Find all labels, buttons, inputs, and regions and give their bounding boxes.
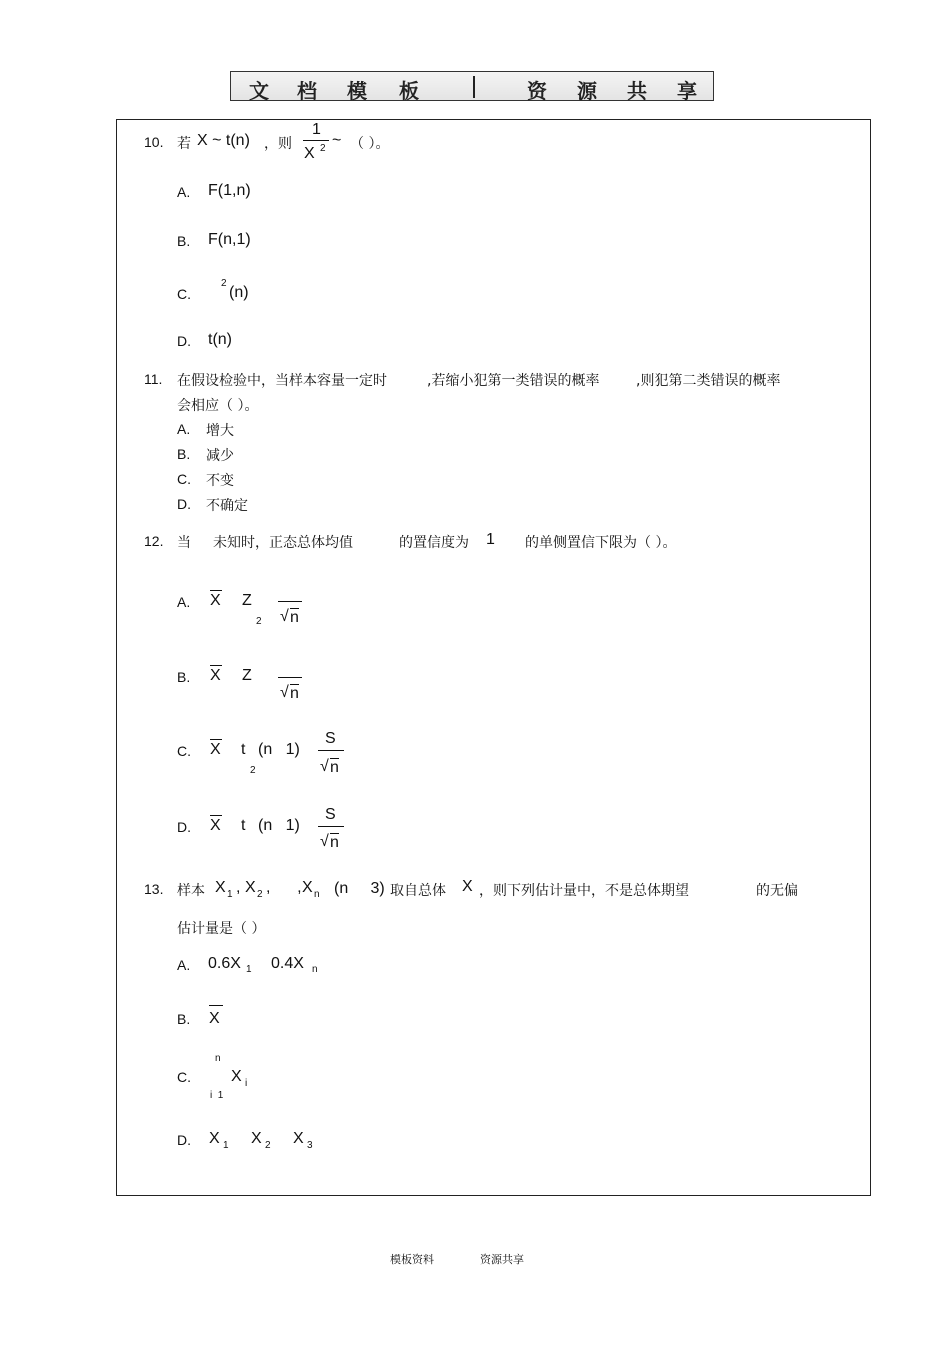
option-label: C.	[177, 743, 191, 759]
subscript: 2	[265, 1140, 271, 1151]
option-label: C.	[177, 471, 191, 487]
question-text: （ ）。	[350, 136, 390, 152]
content-frame	[116, 119, 871, 1196]
question-number: 11.	[144, 371, 163, 387]
header-banner	[230, 71, 714, 101]
subscript: 1	[246, 964, 252, 975]
math-symbol: X	[251, 1130, 262, 1147]
option-text: 减少	[206, 448, 234, 464]
x-bar: X	[210, 667, 221, 684]
option-label: D.	[177, 1132, 191, 1148]
subscript: 2	[250, 765, 256, 776]
subscript: 2	[257, 889, 263, 900]
question-text: ，则下列估计量中，不是总体期望	[479, 883, 689, 899]
option-label: A.	[177, 594, 191, 610]
fraction-bar	[278, 601, 302, 602]
math-expression: 0.6X	[208, 955, 241, 972]
option-label: B.	[177, 446, 191, 462]
sqrt-symbol: √	[320, 833, 329, 850]
fraction-numerator: S	[325, 730, 336, 747]
sqrt-symbol: √	[320, 758, 329, 775]
fraction-numerator: 1	[312, 121, 321, 138]
math-symbol: X	[231, 1068, 242, 1085]
subscript: n	[312, 964, 318, 975]
banner-char: 模	[347, 79, 367, 103]
math-symbol: , ,	[266, 879, 302, 896]
math-symbol: X	[245, 879, 256, 896]
question-number: 10.	[144, 134, 164, 150]
math-expression: (n 1)	[258, 817, 300, 834]
option-label: C.	[177, 1069, 191, 1085]
x-bar: X	[210, 817, 221, 834]
question-text: 会相应（ ）。	[177, 398, 259, 414]
question-text: ，则	[264, 136, 292, 152]
fraction-bar	[318, 826, 344, 827]
z-symbol: Z	[242, 667, 252, 684]
math-expression: 0.4X	[271, 955, 304, 972]
fraction-bar	[318, 750, 344, 751]
option-label: C.	[177, 286, 191, 302]
option-text: F(n,1)	[208, 231, 251, 248]
banner-char: 共	[627, 79, 647, 103]
math-expression: X ~ t(n)	[197, 132, 250, 149]
question-text: ,则犯第二类错误的概率	[636, 373, 781, 389]
fraction-denominator: X	[304, 145, 315, 162]
question-text: ,若缩小犯第一类错误的概率	[427, 373, 600, 389]
question-text: 样本	[177, 883, 205, 899]
x-bar: X	[210, 741, 221, 758]
option-label: D.	[177, 496, 191, 512]
math-expression: ~	[332, 132, 342, 149]
subscript: i	[245, 1078, 248, 1089]
sum-upper-limit: n	[215, 1053, 221, 1064]
subscript: 2	[256, 616, 262, 627]
footer-right-text: 资源共享	[480, 1253, 524, 1266]
question-number: 13.	[144, 881, 164, 897]
question-text: 估计量是（ ）	[177, 921, 266, 937]
fraction-numerator: S	[325, 806, 336, 823]
question-number: 12.	[144, 533, 164, 549]
math-symbol: X	[215, 879, 226, 896]
overline	[210, 590, 222, 591]
overline	[209, 1005, 223, 1006]
fraction-bar	[278, 677, 302, 678]
sqrt-symbol: √	[280, 608, 289, 625]
t-symbol: t	[241, 741, 246, 758]
banner-char: 文	[249, 79, 269, 103]
math-symbol: X	[293, 1130, 304, 1147]
t-symbol: t	[241, 817, 246, 834]
option-label: B.	[177, 233, 191, 249]
subscript: 1	[223, 1140, 229, 1151]
banner-char: 享	[677, 79, 697, 103]
option-label: A.	[177, 957, 191, 973]
question-text: 在假设检验中，当样本容量一定时	[177, 373, 387, 389]
question-text: 取自总体	[390, 883, 446, 899]
banner-char: 板	[399, 79, 419, 103]
math-symbol: ,	[236, 879, 241, 896]
sqrt-radicand: n	[330, 834, 339, 851]
subscript: n	[314, 889, 320, 900]
option-text: F(1,n)	[208, 182, 251, 199]
math-symbol: X	[462, 878, 473, 895]
math-symbol: X	[302, 879, 313, 896]
option-text: (n)	[229, 284, 249, 301]
question-text: 的置信度为	[399, 535, 469, 551]
option-label: B.	[177, 669, 191, 685]
option-text: 不变	[206, 473, 234, 489]
banner-char: 源	[577, 79, 597, 103]
math-expression: (n 1)	[258, 741, 300, 758]
math-symbol: X	[209, 1130, 220, 1147]
math-expression: 1	[486, 531, 495, 548]
banner-divider	[473, 76, 475, 98]
sqrt-radicand: n	[330, 759, 339, 776]
z-symbol: Z	[242, 592, 252, 609]
exponent: 2	[320, 143, 326, 154]
question-text: 当	[177, 535, 191, 551]
question-text: 的单侧置信下限为（ ）。	[525, 535, 677, 551]
question-text: 的无偏	[756, 883, 798, 899]
option-label: A.	[177, 184, 191, 200]
option-label: D.	[177, 819, 191, 835]
option-text: t(n)	[208, 331, 232, 348]
sum-lower-limit: i 1	[210, 1090, 224, 1101]
option-label: B.	[177, 1011, 191, 1027]
exponent: 2	[221, 278, 227, 289]
sqrt-symbol: √	[280, 684, 289, 701]
sqrt-radicand: n	[290, 685, 299, 702]
sqrt-radicand: n	[290, 609, 299, 626]
x-bar: X	[209, 1010, 220, 1027]
fraction-bar	[303, 140, 329, 141]
x-bar: X	[210, 592, 221, 609]
option-label: A.	[177, 421, 191, 437]
banner-char: 档	[297, 79, 317, 103]
subscript: 1	[227, 889, 233, 900]
overline	[210, 665, 222, 666]
overline	[210, 815, 222, 816]
footer-left-text: 模板资料	[390, 1253, 434, 1266]
banner-char: 资	[527, 79, 547, 103]
question-text: 未知时，正态总体均值	[213, 535, 353, 551]
option-text: 不确定	[206, 498, 248, 514]
option-label: D.	[177, 333, 191, 349]
overline	[210, 739, 222, 740]
question-text: 若	[177, 136, 191, 152]
subscript: 3	[307, 1140, 313, 1151]
option-text: 增大	[206, 423, 234, 439]
math-expression: (n 3)	[334, 880, 385, 897]
